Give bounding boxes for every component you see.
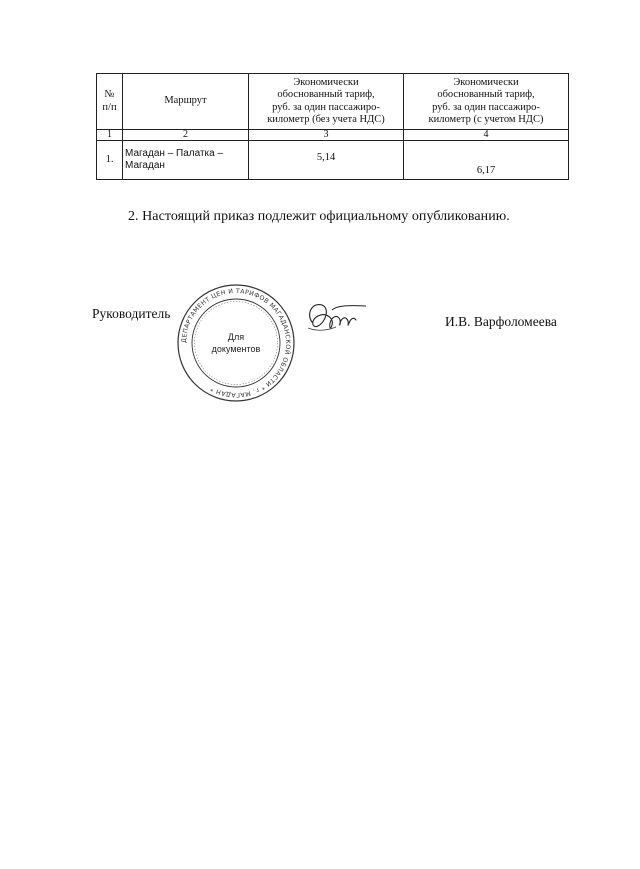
header-tariff-no-vat: Экономически обоснованный тариф, руб. за один пассажиро- километр (без учета НДС) [249, 74, 404, 130]
column-number: 3 [249, 130, 404, 141]
column-number: 1 [97, 130, 123, 141]
stamp-center-text-line1: Для [227, 332, 245, 342]
signatory-name: И.В. Варфоломеева [445, 314, 557, 329]
stamp-ring-text: ДЕПАРТАМЕНТ ЦЕН И ТАРИФОВ МАГАДАНСКОЙ ОБЛАСТИ * г. МАГАДАН * [180, 287, 292, 399]
row-route: Магадан – Палатка – Магадан [123, 141, 249, 180]
row-number: 1. [97, 141, 123, 180]
column-number-row [97, 130, 569, 141]
table-row [97, 141, 569, 180]
header-route: Маршрут [123, 74, 249, 130]
table-header-row [97, 74, 569, 130]
header-tariff-vat: Экономически обоснованный тариф, руб. за один пассажиро- километр (с учетом НДС) [404, 74, 569, 130]
column-number: 2 [123, 130, 249, 141]
svg-text:ДЕПАРТАМЕНТ ЦЕН И ТАРИФОВ МАГА [181, 288, 293, 398]
row-tariff-vat: 6,17 [404, 141, 569, 180]
signatory-position: Руководитель [92, 306, 171, 321]
handwritten-signature [302, 296, 368, 338]
stamp-center-text-line2: документов [211, 344, 261, 354]
official-stamp [176, 283, 296, 403]
tariff-table [96, 73, 569, 180]
row-tariff-no-vat: 5,14 [249, 141, 404, 180]
header-number: № п/п [97, 74, 123, 130]
order-publication-clause: 2. Настоящий приказ подлежит официальному опубликованию. [128, 209, 510, 224]
column-number: 4 [404, 130, 569, 141]
